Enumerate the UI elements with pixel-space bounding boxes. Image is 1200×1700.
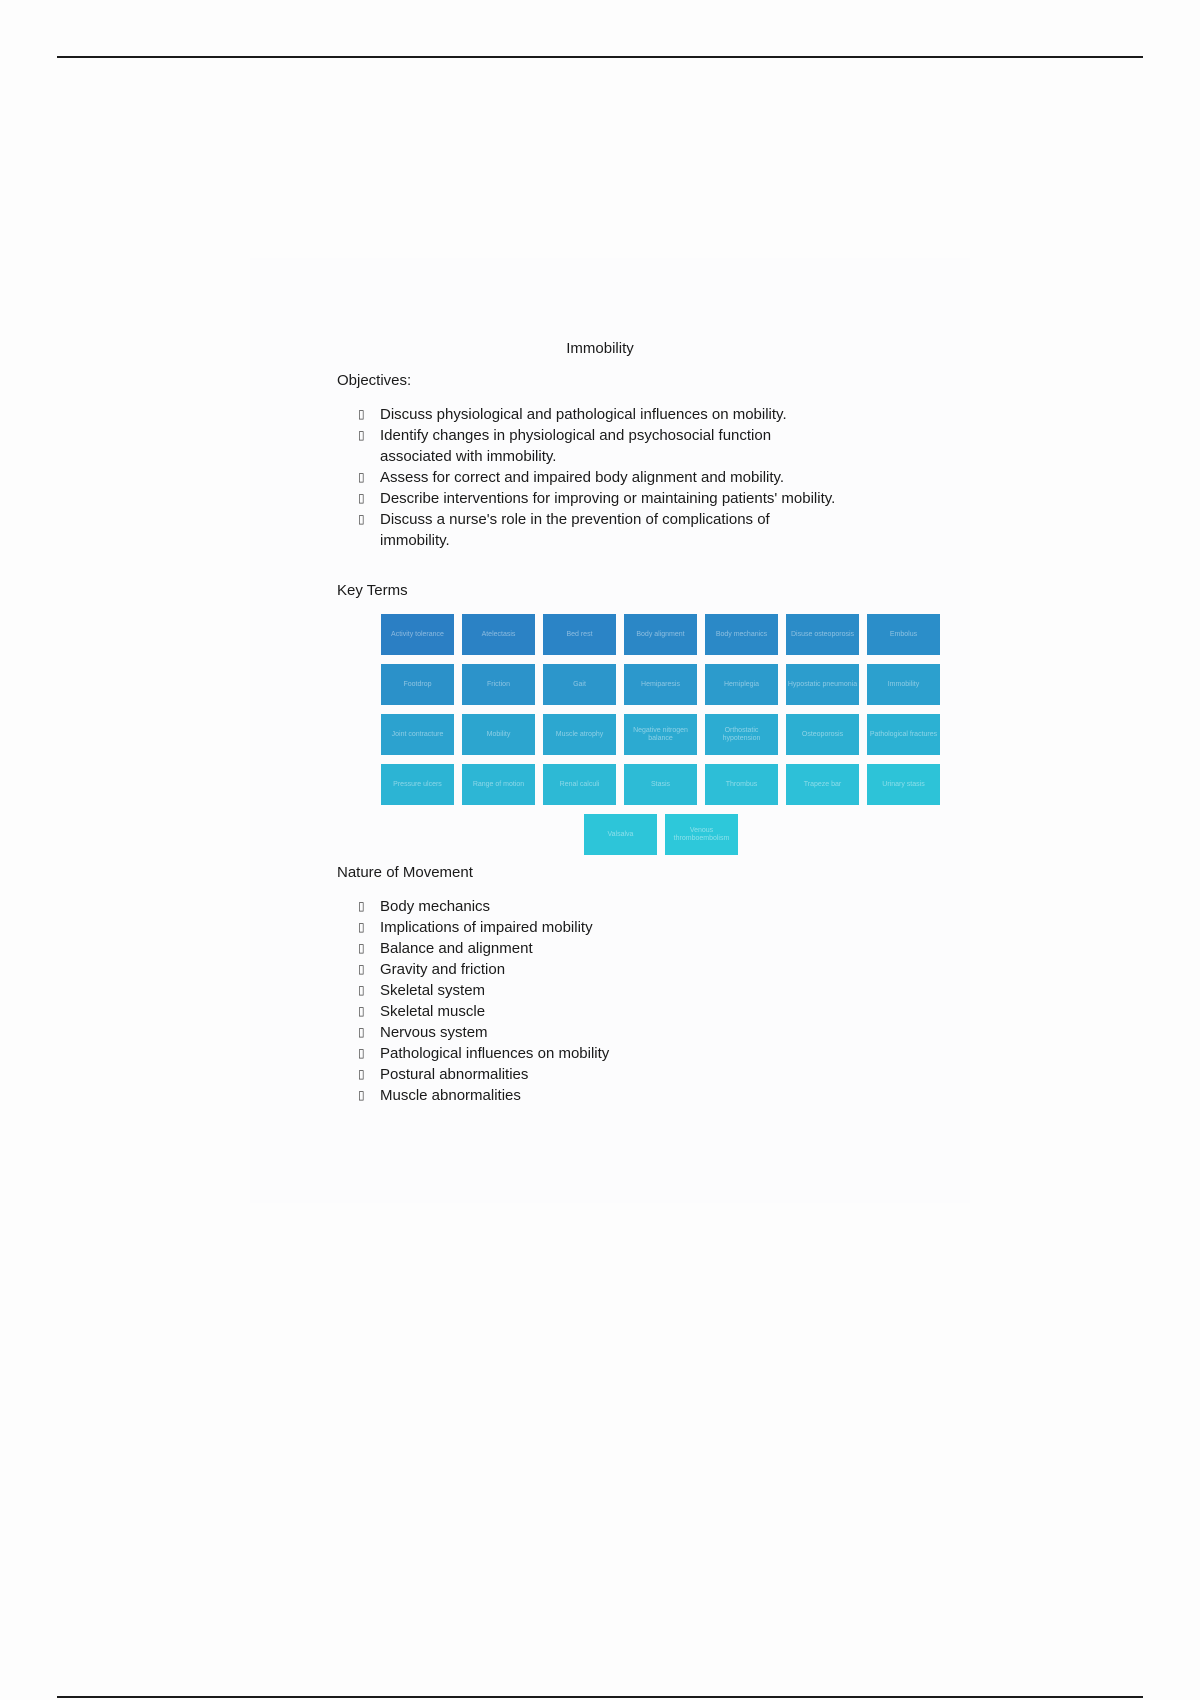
nature-item <box>0 1022 840 1043</box>
nature-of-movement-list <box>0 896 840 1106</box>
nature-item-text: Muscle abnormalities <box>380 1087 521 1104</box>
key-term-tile: Friction <box>462 664 535 705</box>
objective-item <box>0 404 840 425</box>
key-term-tile: Muscle atrophy <box>543 714 616 755</box>
bullet-icon: ▯ <box>358 512 365 526</box>
nature-item <box>0 1043 840 1064</box>
key-term-tile: Venous thromboembolism <box>665 814 738 855</box>
objective-item <box>0 509 840 551</box>
objective-item-text: Discuss a nurse's role in the prevention of complications of immobility. <box>380 511 770 549</box>
nature-item <box>0 1064 840 1085</box>
key-term-tile: Valsalva <box>584 814 657 855</box>
objective-item-text: Assess for correct and impaired body alignment and mobility. <box>380 469 785 486</box>
objective-item-text: Discuss physiological and pathological influences on mobility. <box>380 406 787 423</box>
objective-item-text: Identify changes in physiological and psychosocial function associated with immobility. <box>380 427 772 465</box>
key-term-tile: Footdrop <box>381 664 454 705</box>
bullet-icon: ▯ <box>358 920 365 934</box>
key-term-tile: Body mechanics <box>705 614 778 655</box>
nature-item <box>0 1085 840 1106</box>
nature-item <box>0 959 840 980</box>
nature-item <box>0 896 840 917</box>
key-term-tile: Negative nitrogen balance <box>624 714 697 755</box>
nature-item-text: Skeletal muscle <box>380 1003 486 1020</box>
nature-item-text: Pathological influences on mobility <box>380 1045 610 1062</box>
key-term-tile: Osteoporosis <box>786 714 859 755</box>
bullet-icon: ▯ <box>358 1046 365 1060</box>
key-terms-heading: Key Terms <box>337 582 408 599</box>
key-term-tile: Urinary stasis <box>867 764 940 805</box>
bullet-icon: ▯ <box>358 1025 365 1039</box>
key-term-tile: Disuse osteoporosis <box>786 614 859 655</box>
nature-item <box>0 980 840 1001</box>
nature-of-movement-heading: Nature of Movement <box>337 864 473 881</box>
key-term-tile: Trapeze bar <box>786 764 859 805</box>
objective-item <box>0 467 840 488</box>
key-term-tile: Stasis <box>624 764 697 805</box>
key-term-tile: Mobility <box>462 714 535 755</box>
nature-item-text: Nervous system <box>380 1024 488 1041</box>
key-term-tile: Bed rest <box>543 614 616 655</box>
objectives-heading: Objectives: <box>337 372 412 389</box>
page-title: Immobility <box>566 340 634 357</box>
key-term-tile: Hemiplegia <box>705 664 778 705</box>
key-term-tile: Gait <box>543 664 616 705</box>
key-term-tile: Activity tolerance <box>381 614 454 655</box>
key-term-tile: Orthostatic hypotension <box>705 714 778 755</box>
header-rule <box>57 56 1143 58</box>
nature-item <box>0 917 840 938</box>
key-term-tile: Hemiparesis <box>624 664 697 705</box>
bullet-icon: ▯ <box>358 1004 365 1018</box>
objective-item <box>0 425 840 467</box>
key-term-tile: Pressure ulcers <box>381 764 454 805</box>
bullet-icon: ▯ <box>358 1067 365 1081</box>
nature-item-text: Gravity and friction <box>380 961 506 978</box>
bullet-icon: ▯ <box>358 428 365 442</box>
nature-item-text: Implications of impaired mobility <box>380 919 593 936</box>
key-term-tile: Atelectasis <box>462 614 535 655</box>
nature-item <box>0 1001 840 1022</box>
nature-item-text: Postural abnormalities <box>380 1066 529 1083</box>
bullet-icon: ▯ <box>358 941 365 955</box>
objectives-list <box>0 404 840 551</box>
key-term-tile: Renal calculi <box>543 764 616 805</box>
bullet-icon: ▯ <box>358 899 365 913</box>
key-term-tile: Body alignment <box>624 614 697 655</box>
bullet-icon: ▯ <box>358 491 365 505</box>
nature-item-text: Skeletal system <box>380 982 486 999</box>
bullet-icon: ▯ <box>358 407 365 421</box>
objective-item <box>0 488 840 509</box>
key-term-tile: Joint contracture <box>381 714 454 755</box>
key-term-tile: Pathological fractures <box>867 714 940 755</box>
nature-item-text: Body mechanics <box>380 898 491 915</box>
nature-item <box>0 938 840 959</box>
bullet-icon: ▯ <box>358 962 365 976</box>
bullet-icon: ▯ <box>358 1088 365 1102</box>
bullet-icon: ▯ <box>358 983 365 997</box>
key-term-tile: Embolus <box>867 614 940 655</box>
key-term-tile: Thrombus <box>705 764 778 805</box>
key-term-tile: Immobility <box>867 664 940 705</box>
objective-item-text: Describe interventions for improving or maintaining patients' mobility. <box>380 490 836 507</box>
key-term-tile: Hypostatic pneumonia <box>786 664 859 705</box>
bullet-icon: ▯ <box>358 470 365 484</box>
key-term-tile: Range of motion <box>462 764 535 805</box>
nature-item-text: Balance and alignment <box>380 940 533 957</box>
footer-rule <box>57 1696 1143 1698</box>
